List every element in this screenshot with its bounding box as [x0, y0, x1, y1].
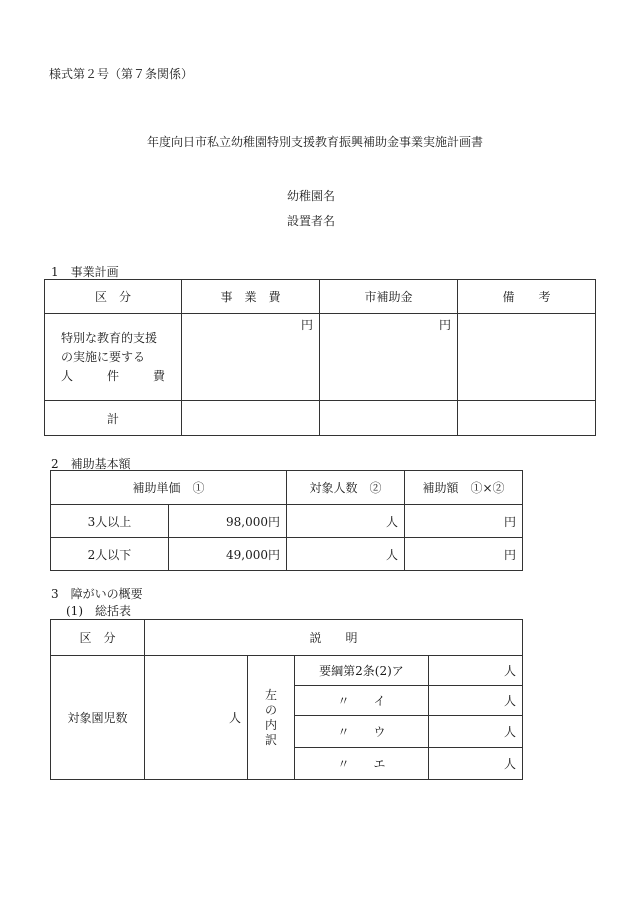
- header-category: 区 分: [51, 620, 145, 656]
- remarks-cell[interactable]: [458, 314, 596, 401]
- header-target-count: 対象人数 ②: [287, 471, 405, 505]
- total-project-cost-cell[interactable]: [182, 401, 320, 436]
- project-cost-cell[interactable]: [182, 314, 320, 401]
- breakdown-item-e-cell[interactable]: 人: [429, 748, 523, 780]
- header-category: 区 分: [45, 280, 182, 314]
- count-2less-cell[interactable]: 人: [287, 538, 405, 571]
- form-number: 様式第２号（第７条関係）: [49, 67, 194, 81]
- total-remarks-cell[interactable]: [458, 401, 596, 436]
- city-subsidy-cell[interactable]: [320, 314, 458, 401]
- header-project-cost: 事 業 費: [182, 280, 320, 314]
- breakdown-item-i-cell[interactable]: 人: [429, 686, 523, 716]
- row-label-2less: 2人以下: [51, 538, 169, 571]
- unit-price-3plus: 98,000円: [169, 505, 287, 538]
- row-label-3plus: 3人以上: [51, 505, 169, 538]
- header-city-subsidy: 市補助金: [320, 280, 458, 314]
- section3-subheading: (1) 総括表: [66, 604, 131, 618]
- target-children-label: 対象園児数: [51, 656, 145, 780]
- count-3plus-cell[interactable]: 人: [287, 505, 405, 538]
- summary-table: [50, 619, 523, 780]
- total-city-subsidy-cell[interactable]: [320, 401, 458, 436]
- yen-unit: 円: [438, 318, 451, 332]
- founder-name-label: 設置者名: [287, 214, 336, 228]
- breakdown-item-i-label: 〃 イ: [295, 686, 429, 716]
- document-title: 年度向日市私立幼稚園特別支援教育振興補助金事業実施計画書: [146, 135, 483, 149]
- subsidy-base-table: [50, 470, 523, 571]
- target-children-count-cell[interactable]: 人: [145, 656, 248, 780]
- section2-heading: 2 補助基本額: [51, 457, 131, 471]
- amount-3plus-cell[interactable]: 円: [405, 505, 523, 538]
- header-remarks: 備 考: [458, 280, 596, 314]
- breakdown-item-u-label: 〃 ウ: [295, 716, 429, 748]
- header-description: 説 明: [145, 620, 523, 656]
- breakdown-label: 左 の 内 訳: [248, 656, 295, 780]
- breakdown-item-a-cell[interactable]: 人: [429, 656, 523, 686]
- breakdown-item-e-label: 〃 エ: [295, 748, 429, 780]
- header-unit-price: 補助単価 ①: [51, 471, 287, 505]
- section1-heading: 1 事業計画: [51, 265, 119, 279]
- kindergarten-name-label: 幼稚園名: [287, 189, 336, 203]
- unit-price-2less: 49,000円: [169, 538, 287, 571]
- breakdown-item-u-cell[interactable]: 人: [429, 716, 523, 748]
- total-label: 計: [45, 401, 182, 436]
- breakdown-item-a-label: 要綱第2条(2)ア: [295, 656, 429, 686]
- header-subsidy-amount: 補助額 ①×②: [405, 471, 523, 505]
- amount-2less-cell[interactable]: 円: [405, 538, 523, 571]
- section3-heading: 3 障がいの概要: [51, 587, 143, 601]
- project-plan-table: [44, 279, 596, 436]
- special-support-label: 特別な教育的支援 の実施に要する 人 件 費: [45, 314, 182, 401]
- yen-unit: 円: [300, 318, 313, 332]
